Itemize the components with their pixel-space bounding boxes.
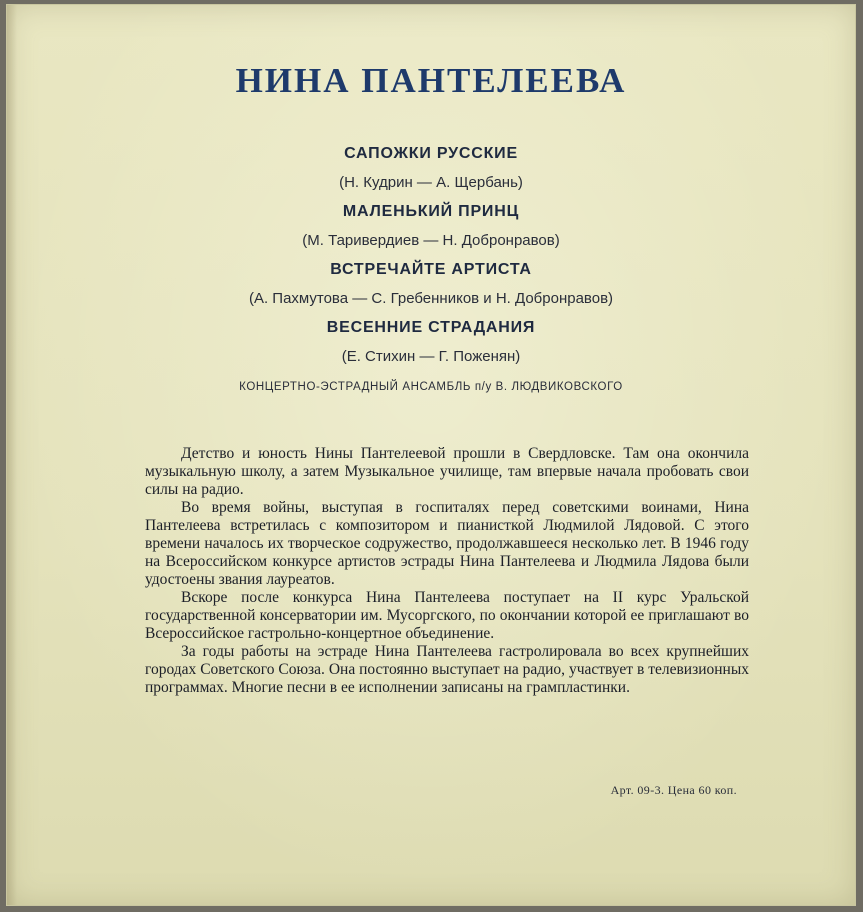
track-title: САПОЖКИ РУССКИЕ bbox=[344, 145, 518, 162]
artist-name: НИНА ПАНТЕЛЕЕВА bbox=[235, 61, 627, 100]
track-item bbox=[7, 257, 855, 315]
bio-paragraph: Вскоре после конкурса Нина Пантелеева поступает на II курс Уральской государственной консерватории им. Мусоргского, по окончании которой ее приглашают во Всероссийское гастрольно-концертное объединение. bbox=[145, 589, 749, 642]
track-credits: (М. Таривердиев — Н. Добронравов) bbox=[302, 232, 560, 249]
bio-paragraph: Во время войны, выступая в госпиталях перед советскими воинами, Нина Пантелеева встретилась с композитором и пианисткой Людмилой Лядовой. С этого времени началось их творческое содружество, продолжавшееся несколько лет. В 1946 году на Всероссийском конкурсе артистов эстрады Нина Пантелеева и Людмила Лядова были удостоены звания лауреатов. bbox=[145, 499, 749, 588]
ensemble-credit: КОНЦЕРТНО-ЭСТРАДНЫЙ АНСАМБЛЬ п/у В. ЛЮДВИКОВСКОГО bbox=[239, 381, 623, 393]
sleeve-edge-shadow bbox=[7, 5, 17, 905]
bio-paragraph: За годы работы на эстраде Нина Пантелеева гастролировала во всех крупнейших городах Советского Союза. Она постоянно выступает на радио, участвует в телевизионных программах. Многие песни в ее исполнении записаны на грампластинки. bbox=[145, 643, 749, 696]
track-credits: (Е. Стихин — Г. Поженян) bbox=[341, 348, 521, 365]
track-credits: (Н. Кудрин — А. Щербань) bbox=[339, 174, 523, 191]
track-item bbox=[7, 141, 855, 199]
track-title: МАЛЕНЬКИЙ ПРИНЦ bbox=[342, 203, 520, 220]
track-credits: (А. Пахмутова — С. Гребенников и Н. Добронравов) bbox=[248, 290, 614, 307]
biography bbox=[145, 445, 749, 697]
track-title: ВЕСЕННИЕ СТРАДАНИЯ bbox=[326, 319, 536, 336]
track-item bbox=[7, 315, 855, 373]
track-title: ВСТРЕЧАЙТЕ АРТИСТА bbox=[330, 261, 532, 278]
track-list bbox=[7, 141, 855, 373]
track-item bbox=[7, 199, 855, 257]
catalog-price: Арт. 09-3. Цена 60 коп. bbox=[610, 783, 737, 797]
bio-paragraph: Детство и юность Нины Пантелеевой прошли в Свердловске. Там она окончила музыкальную школу, а затем Музыкальное училище, там впервые начала пробовать свои силы на радио. bbox=[145, 445, 749, 498]
record-sleeve-back bbox=[6, 4, 856, 906]
